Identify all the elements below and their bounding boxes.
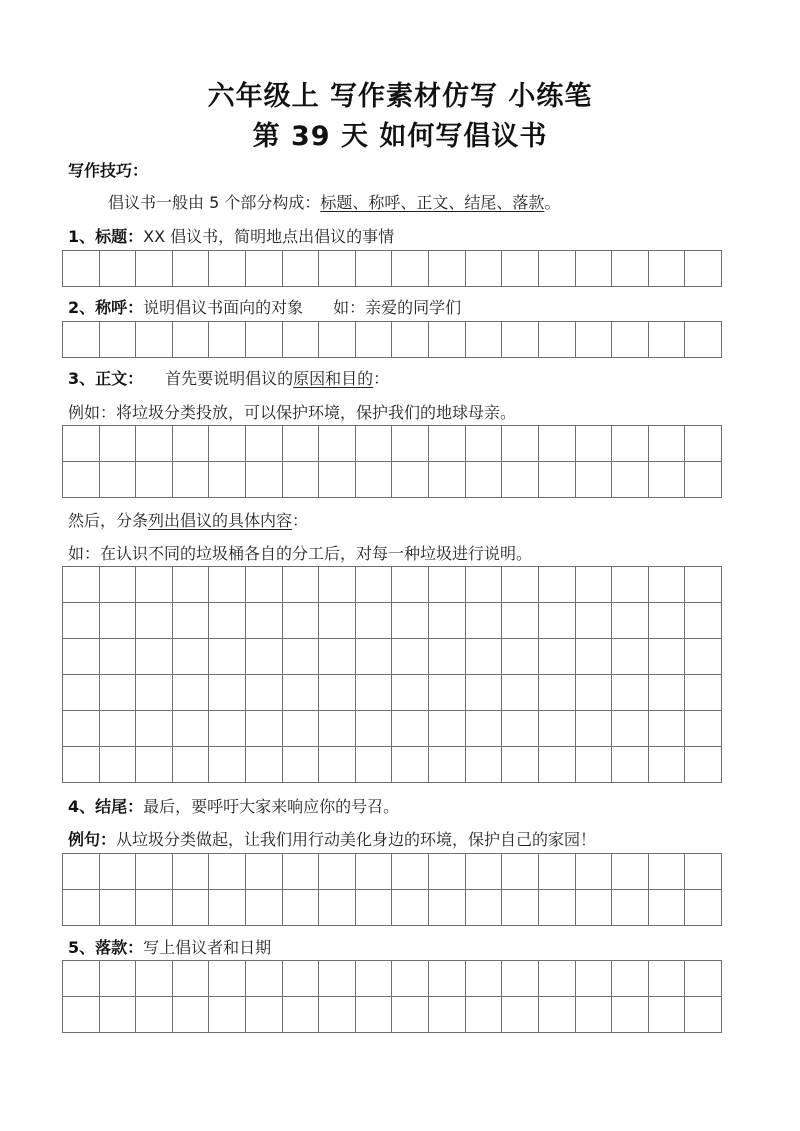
grid-cell[interactable] bbox=[173, 322, 210, 358]
grid-cell[interactable] bbox=[209, 567, 246, 603]
grid-cell[interactable] bbox=[649, 997, 686, 1033]
grid-cell[interactable] bbox=[539, 997, 576, 1033]
section-text: 写上倡议者和日期 bbox=[143, 938, 272, 957]
grid-cell[interactable] bbox=[136, 567, 173, 603]
grid-cell[interactable] bbox=[576, 890, 613, 926]
intro-suffix: 。 bbox=[544, 193, 561, 212]
grid-cell[interactable] bbox=[576, 426, 613, 462]
grid-cell[interactable] bbox=[429, 711, 466, 747]
grid-cell[interactable] bbox=[319, 747, 356, 783]
grid-cell[interactable] bbox=[63, 567, 100, 603]
grid-cell[interactable] bbox=[466, 603, 503, 639]
grid-cell[interactable] bbox=[283, 462, 320, 498]
grid-cell[interactable] bbox=[502, 567, 539, 603]
grid-cell[interactable] bbox=[502, 997, 539, 1033]
grid-cell[interactable] bbox=[319, 322, 356, 358]
grid-cell[interactable] bbox=[63, 639, 100, 675]
grid-cell[interactable] bbox=[539, 251, 576, 287]
grid-cell[interactable] bbox=[466, 961, 503, 997]
ending-sample bbox=[68, 829, 596, 851]
writing-grid-title[interactable] bbox=[62, 250, 722, 287]
grid-cell[interactable] bbox=[63, 711, 100, 747]
grid-cell[interactable] bbox=[502, 462, 539, 498]
grid-cell[interactable] bbox=[392, 639, 429, 675]
grid-cell[interactable] bbox=[576, 251, 613, 287]
grid-cell[interactable] bbox=[283, 251, 320, 287]
grid-cell[interactable] bbox=[173, 639, 210, 675]
grid-cell[interactable] bbox=[283, 603, 320, 639]
grid-cell[interactable] bbox=[685, 322, 722, 358]
grid-cell[interactable] bbox=[100, 961, 137, 997]
grid-cell[interactable] bbox=[392, 890, 429, 926]
grid-cell[interactable] bbox=[685, 890, 722, 926]
grid-cell[interactable] bbox=[429, 462, 466, 498]
grid-cell[interactable] bbox=[63, 747, 100, 783]
grid-cell[interactable] bbox=[209, 675, 246, 711]
grid-cell[interactable] bbox=[173, 961, 210, 997]
grid-cell[interactable] bbox=[539, 711, 576, 747]
grid-cell[interactable] bbox=[63, 251, 100, 287]
body-text-underline: 原因和目的 bbox=[293, 369, 374, 388]
grid-cell[interactable] bbox=[136, 890, 173, 926]
grid-cell[interactable] bbox=[246, 603, 283, 639]
grid-cell[interactable] bbox=[649, 711, 686, 747]
grid-cell[interactable] bbox=[466, 747, 503, 783]
grid-cell[interactable] bbox=[429, 639, 466, 675]
grid-cell[interactable] bbox=[283, 961, 320, 997]
grid-cell[interactable] bbox=[246, 747, 283, 783]
grid-cell[interactable] bbox=[319, 603, 356, 639]
grid-cell[interactable] bbox=[502, 854, 539, 890]
grid-cell[interactable] bbox=[100, 322, 137, 358]
grid-cell[interactable] bbox=[283, 890, 320, 926]
grid-cell[interactable] bbox=[649, 961, 686, 997]
grid-cell[interactable] bbox=[173, 854, 210, 890]
grid-cell[interactable] bbox=[539, 854, 576, 890]
grid-cell[interactable] bbox=[246, 961, 283, 997]
grid-cell[interactable] bbox=[100, 854, 137, 890]
grid-cell[interactable] bbox=[466, 251, 503, 287]
grid-cell[interactable] bbox=[356, 603, 393, 639]
grid-cell[interactable] bbox=[576, 711, 613, 747]
grid-cell[interactable] bbox=[685, 961, 722, 997]
grid-cell[interactable] bbox=[576, 567, 613, 603]
grid-cell[interactable] bbox=[612, 747, 649, 783]
grid-cell[interactable] bbox=[539, 603, 576, 639]
grid-cell[interactable] bbox=[392, 426, 429, 462]
grid-cell[interactable] bbox=[246, 890, 283, 926]
grid-cell[interactable] bbox=[173, 890, 210, 926]
grid-cell[interactable] bbox=[612, 890, 649, 926]
grid-cell[interactable] bbox=[576, 961, 613, 997]
grid-cell[interactable] bbox=[136, 854, 173, 890]
section-body bbox=[68, 368, 389, 390]
skills-heading: 写作技巧： bbox=[68, 161, 149, 180]
grid-cell[interactable] bbox=[319, 675, 356, 711]
grid-cell[interactable] bbox=[63, 961, 100, 997]
grid-cell[interactable] bbox=[356, 675, 393, 711]
grid-cell[interactable] bbox=[209, 890, 246, 926]
grid-cell[interactable] bbox=[136, 603, 173, 639]
grid-cell[interactable] bbox=[100, 890, 137, 926]
grid-cell[interactable] bbox=[246, 997, 283, 1033]
grid-cell[interactable] bbox=[136, 322, 173, 358]
grid-cell[interactable] bbox=[612, 961, 649, 997]
grid-cell[interactable] bbox=[502, 747, 539, 783]
grid-cell[interactable] bbox=[685, 675, 722, 711]
grid-cell[interactable] bbox=[466, 675, 503, 711]
grid-cell[interactable] bbox=[612, 854, 649, 890]
grid-cell[interactable] bbox=[612, 639, 649, 675]
grid-cell[interactable] bbox=[502, 675, 539, 711]
grid-cell[interactable] bbox=[173, 251, 210, 287]
grid-cell[interactable] bbox=[649, 747, 686, 783]
section-greeting bbox=[68, 297, 461, 319]
grid-cell[interactable] bbox=[685, 426, 722, 462]
grid-cell[interactable] bbox=[466, 854, 503, 890]
grid-cell[interactable] bbox=[246, 426, 283, 462]
grid-cell[interactable] bbox=[612, 251, 649, 287]
grid-cell[interactable] bbox=[502, 890, 539, 926]
grid-cell[interactable] bbox=[319, 854, 356, 890]
grid-cell[interactable] bbox=[649, 462, 686, 498]
body-then bbox=[68, 510, 308, 532]
grid-cell[interactable] bbox=[63, 603, 100, 639]
grid-cell[interactable] bbox=[539, 747, 576, 783]
grid-cell[interactable] bbox=[685, 997, 722, 1033]
grid-cell[interactable] bbox=[319, 426, 356, 462]
grid-cell[interactable] bbox=[209, 854, 246, 890]
grid-cell[interactable] bbox=[392, 711, 429, 747]
grid-cell[interactable] bbox=[576, 462, 613, 498]
grid-cell[interactable] bbox=[429, 961, 466, 997]
grid-cell[interactable] bbox=[392, 322, 429, 358]
body-text-prefix: 首先要说明倡议的 bbox=[165, 369, 294, 388]
grid-cell[interactable] bbox=[612, 675, 649, 711]
grid-cell[interactable] bbox=[283, 997, 320, 1033]
grid-cell[interactable] bbox=[649, 675, 686, 711]
grid-cell[interactable] bbox=[63, 890, 100, 926]
grid-cell[interactable] bbox=[100, 426, 137, 462]
grid-cell[interactable] bbox=[246, 251, 283, 287]
grid-cell[interactable] bbox=[100, 567, 137, 603]
grid-cell[interactable] bbox=[283, 322, 320, 358]
section-ending bbox=[68, 796, 399, 818]
grid-cell[interactable] bbox=[576, 997, 613, 1033]
grid-cell[interactable] bbox=[502, 322, 539, 358]
grid-cell[interactable] bbox=[392, 462, 429, 498]
grid-cell[interactable] bbox=[429, 603, 466, 639]
grid-cell[interactable] bbox=[136, 462, 173, 498]
grid-cell[interactable] bbox=[429, 567, 466, 603]
grid-cell[interactable] bbox=[100, 639, 137, 675]
grid-cell[interactable] bbox=[649, 322, 686, 358]
grid-cell[interactable] bbox=[502, 961, 539, 997]
section-label: 2、称呼： bbox=[68, 298, 144, 317]
grid-cell[interactable] bbox=[502, 426, 539, 462]
grid-cell[interactable] bbox=[209, 426, 246, 462]
grid-cell[interactable] bbox=[429, 890, 466, 926]
grid-cell[interactable] bbox=[466, 567, 503, 603]
grid-cell[interactable] bbox=[100, 251, 137, 287]
grid-cell[interactable] bbox=[356, 890, 393, 926]
grid-cell[interactable] bbox=[136, 747, 173, 783]
grid-cell[interactable] bbox=[649, 603, 686, 639]
grid-cell[interactable] bbox=[685, 251, 722, 287]
grid-cell[interactable] bbox=[685, 462, 722, 498]
grid-cell[interactable] bbox=[612, 567, 649, 603]
grid-cell[interactable] bbox=[392, 251, 429, 287]
grid-cell[interactable] bbox=[209, 251, 246, 287]
grid-cell[interactable] bbox=[539, 426, 576, 462]
grid-cell[interactable] bbox=[502, 639, 539, 675]
grid-cell[interactable] bbox=[466, 997, 503, 1033]
grid-cell[interactable] bbox=[136, 961, 173, 997]
grid-cell[interactable] bbox=[539, 462, 576, 498]
grid-cell[interactable] bbox=[649, 854, 686, 890]
grid-cell[interactable] bbox=[466, 462, 503, 498]
grid-cell[interactable] bbox=[502, 711, 539, 747]
grid-cell[interactable] bbox=[209, 961, 246, 997]
section-text: 最后，要呼吁大家来响应你的号召。 bbox=[143, 797, 400, 816]
grid-cell[interactable] bbox=[612, 322, 649, 358]
grid-cell[interactable] bbox=[649, 890, 686, 926]
grid-cell[interactable] bbox=[283, 567, 320, 603]
section-label: 3、正文： bbox=[68, 369, 144, 388]
grid-cell[interactable] bbox=[576, 854, 613, 890]
writing-grid-signature[interactable] bbox=[62, 960, 722, 1033]
grid-cell[interactable] bbox=[136, 251, 173, 287]
grid-cell[interactable] bbox=[136, 675, 173, 711]
body-text-suffix: ： bbox=[373, 369, 390, 388]
grid-cell[interactable] bbox=[319, 567, 356, 603]
grid-cell[interactable] bbox=[539, 639, 576, 675]
then-prefix: 然后，分条 bbox=[68, 511, 149, 530]
grid-cell[interactable] bbox=[246, 462, 283, 498]
grid-cell[interactable] bbox=[685, 567, 722, 603]
grid-cell[interactable] bbox=[576, 675, 613, 711]
grid-cell[interactable] bbox=[100, 462, 137, 498]
grid-cell[interactable] bbox=[246, 675, 283, 711]
section-text: XX 倡议书，简明地点出倡议的事情 bbox=[143, 227, 395, 246]
grid-cell[interactable] bbox=[136, 711, 173, 747]
grid-cell[interactable] bbox=[466, 322, 503, 358]
grid-cell[interactable] bbox=[539, 675, 576, 711]
grid-cell[interactable] bbox=[63, 322, 100, 358]
grid-cell[interactable] bbox=[539, 890, 576, 926]
section-text: 说明倡议书面向的对象 bbox=[143, 298, 304, 317]
writing-grid-greeting[interactable] bbox=[62, 321, 722, 358]
grid-cell[interactable] bbox=[392, 997, 429, 1033]
grid-cell[interactable] bbox=[429, 251, 466, 287]
grid-cell[interactable] bbox=[612, 603, 649, 639]
grid-cell[interactable] bbox=[209, 997, 246, 1033]
grid-cell[interactable] bbox=[429, 322, 466, 358]
body-example-1: 例如：将垃圾分类投放，可以保护环境，保护我们的地球母亲。 bbox=[68, 403, 517, 422]
grid-cell[interactable] bbox=[356, 747, 393, 783]
grid-cell[interactable] bbox=[319, 997, 356, 1033]
grid-cell[interactable] bbox=[576, 639, 613, 675]
grid-cell[interactable] bbox=[392, 747, 429, 783]
grid-cell[interactable] bbox=[173, 462, 210, 498]
section-signature bbox=[68, 937, 271, 959]
grid-cell[interactable] bbox=[173, 997, 210, 1033]
grid-cell[interactable] bbox=[356, 639, 393, 675]
section-title-part bbox=[68, 226, 394, 248]
grid-cell[interactable] bbox=[319, 711, 356, 747]
grid-cell[interactable] bbox=[283, 711, 320, 747]
sample-label: 例句： bbox=[68, 830, 117, 849]
grid-cell[interactable] bbox=[576, 747, 613, 783]
grid-cell[interactable] bbox=[429, 426, 466, 462]
intro-parts: 标题、称呼、正文、结尾、落款 bbox=[320, 193, 545, 212]
grid-cell[interactable] bbox=[392, 961, 429, 997]
grid-cell[interactable] bbox=[612, 462, 649, 498]
grid-cell[interactable] bbox=[356, 997, 393, 1033]
grid-cell[interactable] bbox=[539, 322, 576, 358]
grid-cell[interactable] bbox=[685, 854, 722, 890]
grid-cell[interactable] bbox=[392, 603, 429, 639]
grid-cell[interactable] bbox=[429, 747, 466, 783]
grid-cell[interactable] bbox=[466, 426, 503, 462]
grid-cell[interactable] bbox=[502, 251, 539, 287]
grid-cell[interactable] bbox=[429, 675, 466, 711]
grid-cell[interactable] bbox=[209, 462, 246, 498]
grid-cell[interactable] bbox=[649, 251, 686, 287]
section-label: 1、标题： bbox=[68, 227, 144, 246]
grid-cell[interactable] bbox=[356, 426, 393, 462]
grid-cell[interactable] bbox=[246, 854, 283, 890]
grid-cell[interactable] bbox=[356, 322, 393, 358]
grid-cell[interactable] bbox=[63, 854, 100, 890]
grid-cell[interactable] bbox=[356, 961, 393, 997]
page-subtitle: 第 39 天 如何写倡议书 bbox=[252, 121, 548, 152]
grid-cell[interactable] bbox=[539, 567, 576, 603]
grid-cell[interactable] bbox=[466, 890, 503, 926]
grid-cell[interactable] bbox=[63, 675, 100, 711]
grid-cell[interactable] bbox=[649, 426, 686, 462]
grid-cell[interactable] bbox=[649, 567, 686, 603]
intro-text bbox=[108, 192, 560, 214]
grid-cell[interactable] bbox=[283, 747, 320, 783]
grid-cell[interactable] bbox=[246, 567, 283, 603]
grid-cell[interactable] bbox=[100, 675, 137, 711]
grid-cell[interactable] bbox=[685, 639, 722, 675]
grid-cell[interactable] bbox=[136, 997, 173, 1033]
grid-cell[interactable] bbox=[209, 322, 246, 358]
grid-cell[interactable] bbox=[319, 890, 356, 926]
grid-cell[interactable] bbox=[173, 747, 210, 783]
section-label: 5、落款： bbox=[68, 938, 144, 957]
grid-cell[interactable] bbox=[63, 426, 100, 462]
grid-cell[interactable] bbox=[209, 603, 246, 639]
grid-cell[interactable] bbox=[173, 567, 210, 603]
section-example: 如：亲爱的同学们 bbox=[333, 298, 462, 317]
grid-cell[interactable] bbox=[283, 639, 320, 675]
grid-cell[interactable] bbox=[63, 997, 100, 1033]
grid-cell[interactable] bbox=[100, 711, 137, 747]
grid-cell[interactable] bbox=[246, 322, 283, 358]
body-example-2: 如：在认识不同的垃圾桶各自的分工后，对每一种垃圾进行说明。 bbox=[68, 544, 533, 563]
grid-cell[interactable] bbox=[466, 711, 503, 747]
grid-cell[interactable] bbox=[246, 639, 283, 675]
grid-cell[interactable] bbox=[63, 462, 100, 498]
then-underline: 列出倡议的具体内容 bbox=[148, 511, 293, 530]
grid-cell[interactable] bbox=[356, 854, 393, 890]
then-suffix: ： bbox=[292, 511, 309, 530]
grid-cell[interactable] bbox=[649, 639, 686, 675]
grid-cell[interactable] bbox=[429, 854, 466, 890]
grid-cell[interactable] bbox=[209, 639, 246, 675]
grid-cell[interactable] bbox=[209, 747, 246, 783]
grid-cell[interactable] bbox=[392, 854, 429, 890]
grid-cell[interactable] bbox=[466, 639, 503, 675]
grid-cell[interactable] bbox=[283, 426, 320, 462]
grid-cell[interactable] bbox=[319, 251, 356, 287]
grid-cell[interactable] bbox=[356, 462, 393, 498]
grid-cell[interactable] bbox=[612, 997, 649, 1033]
grid-cell[interactable] bbox=[173, 426, 210, 462]
grid-cell[interactable] bbox=[685, 711, 722, 747]
grid-cell[interactable] bbox=[685, 603, 722, 639]
grid-cell[interactable] bbox=[429, 997, 466, 1033]
writing-grid-ending[interactable] bbox=[62, 853, 722, 926]
grid-cell[interactable] bbox=[502, 603, 539, 639]
grid-cell[interactable] bbox=[576, 603, 613, 639]
sample-text: 从垃圾分类做起，让我们用行动美化身边的环境，保护自己的家园！ bbox=[116, 830, 597, 849]
grid-cell[interactable] bbox=[173, 675, 210, 711]
grid-cell[interactable] bbox=[100, 603, 137, 639]
grid-cell[interactable] bbox=[392, 675, 429, 711]
writing-grid-body-2[interactable] bbox=[62, 566, 722, 783]
grid-cell[interactable] bbox=[100, 997, 137, 1033]
grid-cell[interactable] bbox=[685, 747, 722, 783]
grid-cell[interactable] bbox=[283, 854, 320, 890]
grid-cell[interactable] bbox=[136, 426, 173, 462]
grid-cell[interactable] bbox=[356, 567, 393, 603]
grid-cell[interactable] bbox=[173, 603, 210, 639]
grid-cell[interactable] bbox=[319, 639, 356, 675]
intro-prefix: 倡议书一般由 5 个部分构成： bbox=[108, 193, 321, 212]
grid-cell[interactable] bbox=[209, 711, 246, 747]
grid-cell[interactable] bbox=[356, 251, 393, 287]
grid-cell[interactable] bbox=[136, 639, 173, 675]
grid-cell[interactable] bbox=[173, 711, 210, 747]
grid-cell[interactable] bbox=[356, 711, 393, 747]
grid-cell[interactable] bbox=[100, 747, 137, 783]
grid-cell[interactable] bbox=[283, 675, 320, 711]
grid-cell[interactable] bbox=[392, 567, 429, 603]
grid-cell[interactable] bbox=[246, 711, 283, 747]
writing-grid-body-1[interactable] bbox=[62, 425, 722, 498]
grid-cell[interactable] bbox=[612, 426, 649, 462]
grid-cell[interactable] bbox=[612, 711, 649, 747]
grid-cell[interactable] bbox=[319, 961, 356, 997]
section-label: 4、结尾： bbox=[68, 797, 144, 816]
grid-cell[interactable] bbox=[576, 322, 613, 358]
page-title: 六年级上 写作素材仿写 小练笔 bbox=[207, 81, 593, 112]
grid-cell[interactable] bbox=[319, 462, 356, 498]
grid-cell[interactable] bbox=[539, 961, 576, 997]
